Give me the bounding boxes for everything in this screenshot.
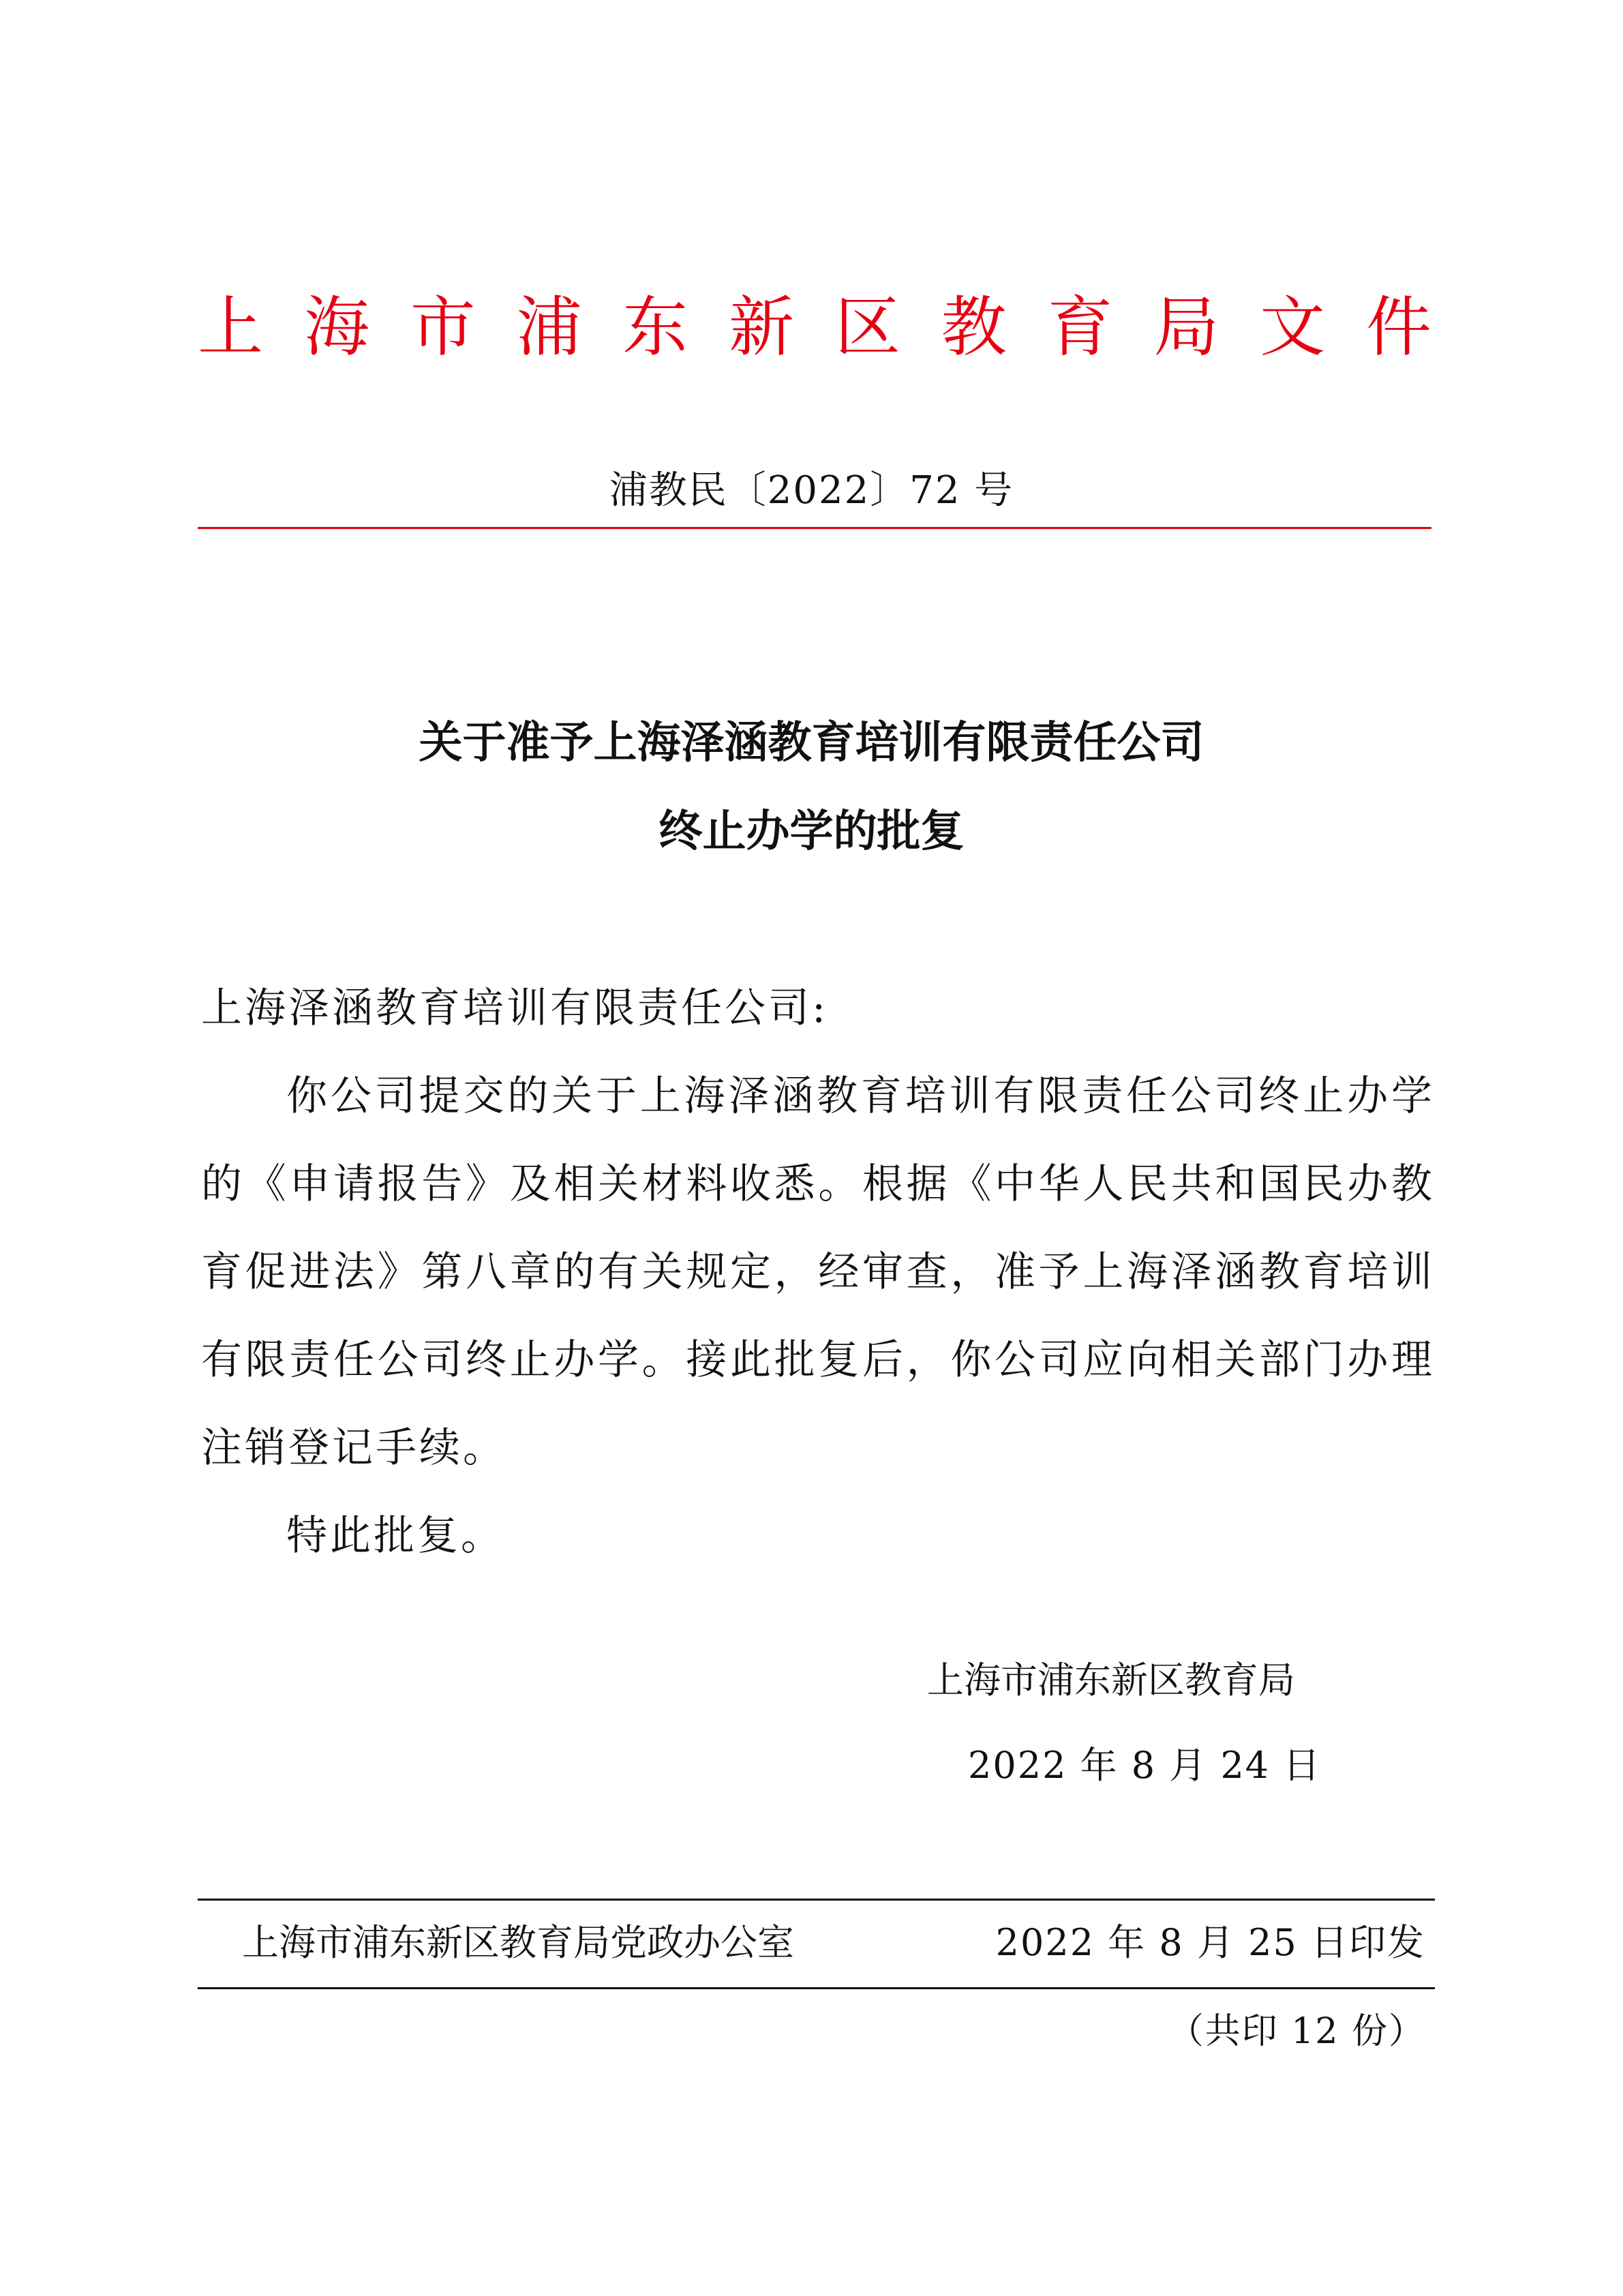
masthead-char: 上 xyxy=(198,289,263,365)
masthead-char: 海 xyxy=(303,289,369,365)
masthead-char: 育 xyxy=(1047,289,1113,365)
masthead-char: 文 xyxy=(1260,289,1326,365)
signature-date: 2022 年 8 月 24 日 xyxy=(968,1744,1322,1787)
document-number: 浦教民〔2022〕72 号 xyxy=(609,468,1014,513)
masthead-char: 市 xyxy=(410,289,476,365)
footer-top-rule xyxy=(198,1899,1435,1901)
masthead-char: 浦 xyxy=(516,289,582,365)
body-paragraph: 你公司提交的关于上海泽涵教育培训有限责任公司终止办学的《申请报告》及相关材料收悉。根据《中华人民共和国民办教育促进法》第八章的有关规定，经审查，准予上海泽涵教育培训有限责任公司终止办学。接此批复后，你公司应向相关部门办理注销登记手续。 xyxy=(201,1072,1435,1472)
red-divider xyxy=(198,527,1431,529)
masthead-char: 东 xyxy=(622,289,688,365)
masthead-char: 件 xyxy=(1365,289,1431,365)
document-title-line-1: 关于准予上海泽涵教育培训有限责任公司 xyxy=(419,718,1204,768)
copies-count: （共印 12 份） xyxy=(1168,2011,1425,2052)
masthead-char: 局 xyxy=(1153,289,1219,365)
masthead-char: 区 xyxy=(834,289,900,365)
footer-bottom-rule xyxy=(198,1987,1435,1989)
document-masthead xyxy=(198,276,1431,378)
footer-issue-date: 2022 年 8 月 25 日印发 xyxy=(995,1921,1425,1964)
masthead-char: 新 xyxy=(729,289,795,365)
salutation: 上海泽涵教育培训有限责任公司: xyxy=(201,984,829,1032)
closing-remark: 特此批复。 xyxy=(286,1512,504,1560)
masthead-char: 教 xyxy=(941,289,1007,365)
signature-organization: 上海市浦东新区教育局 xyxy=(927,1659,1295,1702)
footer-issuer: 上海市浦东新区教育局党政办公室 xyxy=(242,1921,794,1964)
document-title-line-2: 终止办学的批复 xyxy=(658,806,965,857)
